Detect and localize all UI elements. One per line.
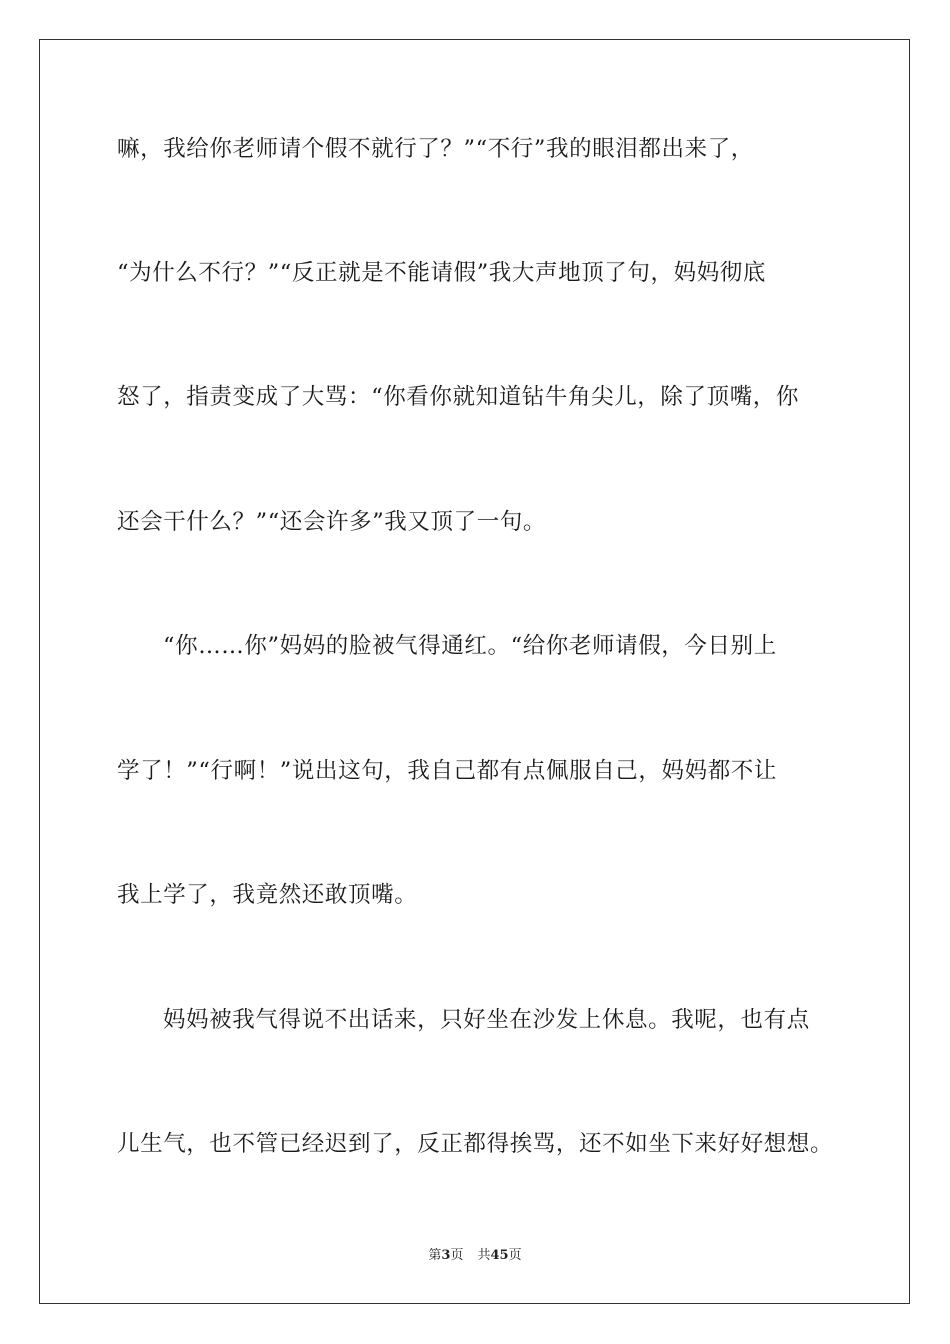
- page-prefix: 第: [428, 1248, 442, 1263]
- page-suffix: 页: [450, 1248, 464, 1263]
- paragraph-first-line: “你……你”妈妈的脸被气得通红。“给你老师请假，今日别上: [163, 633, 777, 659]
- body-text-line: 儿生气，也不管已经迟到了，反正都得挨骂，还不如坐下来好好想想。: [117, 1131, 834, 1157]
- body-text-line: 还会干什么？”“还会许多”我又顶了一句。: [117, 509, 547, 535]
- paragraph-first-line: 妈妈被我气得说不出话来，只好坐在沙发上休息。我呢，也有点: [163, 1007, 810, 1033]
- body-text-line: 怒了，指责变成了大骂：“你看你就知道钻牛角尖儿，除了顶嘴，你: [117, 384, 800, 410]
- total-suffix: 页: [508, 1248, 522, 1263]
- body-text-line: 嘛，我给你老师请个假不就行了？”“不行”我的眼泪都出来了，: [117, 136, 754, 162]
- page-number: 3: [441, 1248, 451, 1263]
- body-text-line: 我上学了，我竟然还敢顶嘴。: [117, 882, 418, 908]
- page-footer: [0, 1247, 950, 1265]
- total-pages: 45: [490, 1248, 509, 1263]
- page-frame: [39, 39, 910, 1304]
- body-text-line: 学了！”“行啊！”说出这句，我自己都有点佩服自己，妈妈都不让: [117, 758, 778, 784]
- total-prefix: 共: [477, 1248, 491, 1263]
- body-text-line: “为什么不行？”“反正就是不能请假”我大声地顶了句，妈妈彻底: [117, 260, 767, 286]
